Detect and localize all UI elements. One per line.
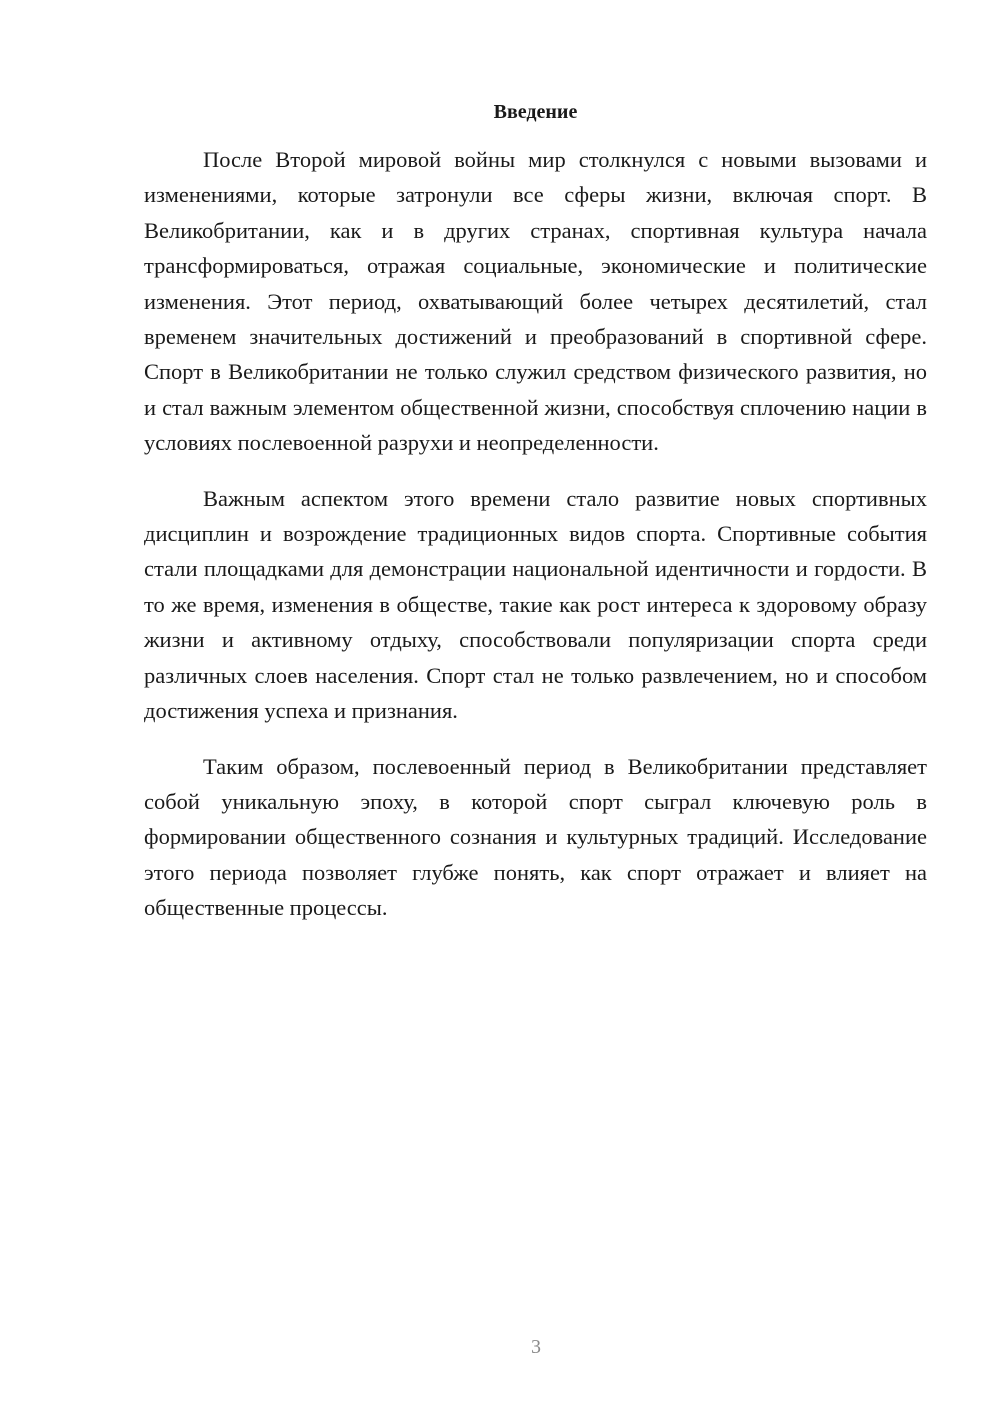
- paragraph-1: После Второй мировой войны мир столкнулся с новыми вызовами и изменениями, которые затронули все сферы жизни, включая спорт. В Великобритании, как и в других странах, спортивная культура начала трансформироваться, отражая социальные, экономические и политические изменения. Этот период, охватывающий более четырех десятилетий, стал временем значительных достижений и преобразований в спортивной сфере. Спорт в Великобритании не только служил средством физического развития, но и стал важным элементом общественной жизни, способствуя сплочению нации в условиях послевоенной разрухи и неопределенности.: [144, 147, 927, 456]
- paragraph-3: Таким образом, послевоенный период в Великобритании представляет собой уникальную эпоху, в которой спорт сыграл ключевую роль в формировании общественного сознания и культурных традиций. Исследование этого периода позволяет глубже понять, как спорт отражает и влияет на общественные процессы.: [144, 753, 927, 921]
- body-text: [144, 142, 927, 946]
- section-heading: Введение: [493, 101, 578, 123]
- page-number: 3: [531, 1336, 541, 1358]
- paragraph-2: Важным аспектом этого времени стало развитие новых спортивных дисциплин и возрождение традиционных видов спорта. Спортивные события стали площадками для демонстрации национальной идентичности и гордости. В то же время, изменения в обществе, такие как рост интереса к здоровому образу жизни и активному отдыху, способствовали популяризации спорта среди различных слоев населения. Спорт стал не только развлечением, но и способом достижения успеха и признания.: [144, 485, 927, 724]
